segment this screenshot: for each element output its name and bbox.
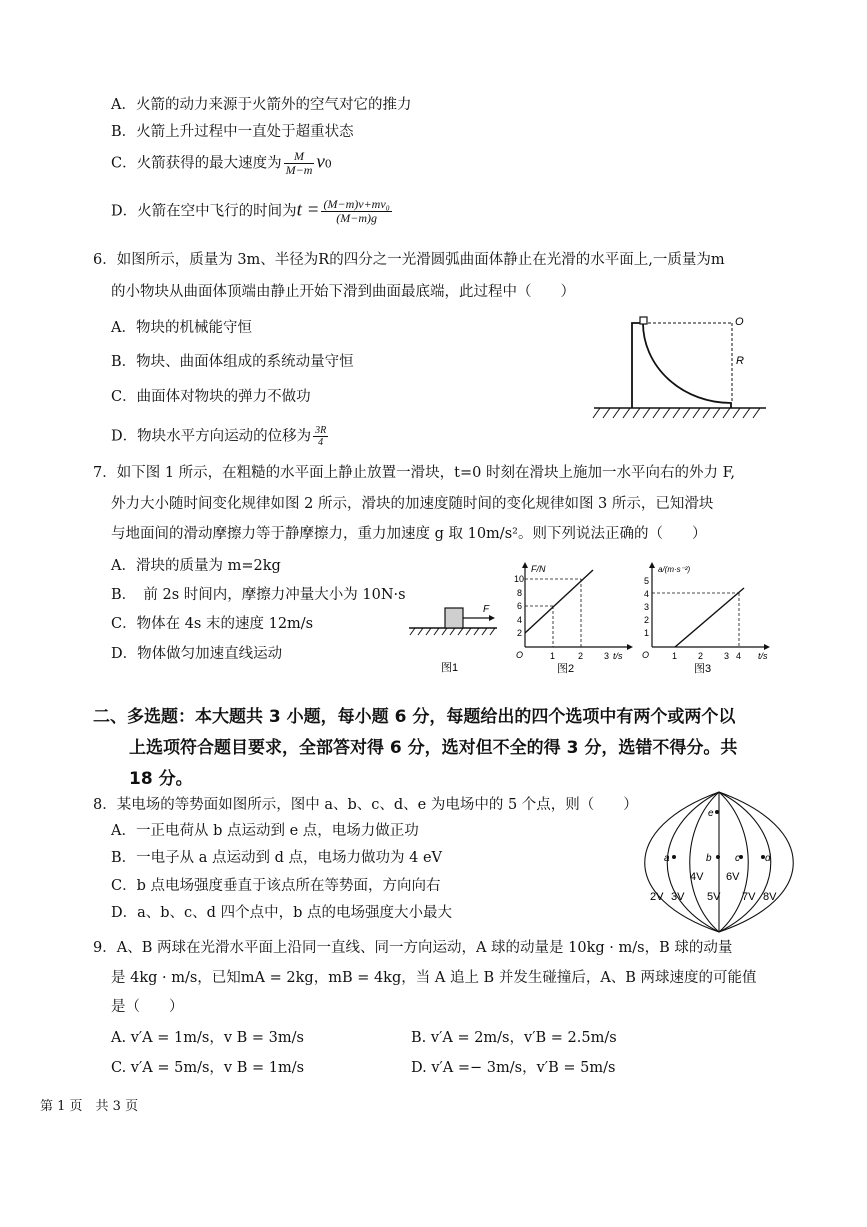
label-2v: 2V bbox=[650, 891, 664, 903]
q5-c-num: M bbox=[284, 150, 315, 164]
q9-stem-line2: 是 4kg · m/s，已知mA = 2kg，mB = 4kg，当 A 追上 B 并发生碰撞后，A、B 两球速度的可能值 bbox=[111, 970, 757, 986]
fig2-xtick: 2 bbox=[578, 651, 584, 661]
fig3-ytick: 5 bbox=[644, 576, 650, 586]
fig2-ytick: 10 bbox=[514, 574, 525, 584]
small-block bbox=[640, 317, 647, 324]
fig3-origin: O bbox=[642, 650, 650, 660]
q7-option-d: D．物体做匀加速直线运动 bbox=[111, 646, 283, 662]
q9-option-b: B. v′A = 2m/s，v′B = 2.5m/s bbox=[411, 1030, 617, 1046]
fig2-ytick: 4 bbox=[517, 615, 523, 625]
q6-option-b: B．物块、曲面体组成的系统动量守恒 bbox=[111, 354, 354, 370]
q8-option-a: A．一正电荷从 b 点运动到 e 点，电场力做正功 bbox=[111, 823, 419, 839]
q6-option-d-text: D．物块水平方向运动的位移为 bbox=[111, 428, 312, 445]
label-8v: 8V bbox=[763, 891, 777, 903]
fig3-xtick: 4 bbox=[736, 651, 742, 661]
fig3-xtick: 2 bbox=[698, 651, 704, 661]
fig3-ytick: 4 bbox=[644, 589, 650, 599]
q7-stem-line3: 与地面间的滑动摩擦力等于静摩擦力，重力加速度 g 取 10m/s²。则下列说法正确的（ ） bbox=[111, 526, 707, 542]
fig2-origin: O bbox=[516, 650, 524, 660]
q9-option-d: D. v′A =− 3m/s，v′B = 5m/s bbox=[411, 1060, 616, 1076]
q7-fig2 bbox=[505, 562, 635, 677]
q5-option-d-text: D．火箭在空中飞行的时间为 bbox=[111, 203, 297, 220]
fig3-ylabel: a/(m·s⁻²) bbox=[658, 565, 691, 574]
section2-line1: 二、多选题：本大题共 3 小题，每小题 6 分，每题给出的四个选项中有两个或两个以 bbox=[93, 707, 736, 727]
q5-option-c bbox=[111, 150, 332, 177]
fig3-line bbox=[675, 588, 744, 647]
equipotential-4v bbox=[690, 792, 719, 932]
fig3-xlabel: t/s bbox=[758, 651, 768, 661]
q6-stem-line1: 6．如图所示，质量为 3m、半径为R的四分之一光滑圆弧曲面体静止在光滑的水平面上,一质量为m bbox=[93, 252, 725, 268]
q5-c-v: v bbox=[316, 151, 325, 173]
point-a: a bbox=[664, 853, 670, 864]
fig2-xlabel: t/s bbox=[613, 651, 623, 661]
fig2-ytick: 2 bbox=[517, 628, 523, 638]
q8-stem: 8．某电场的等势面如图所示，图中 a、b、c、d、e 为电场中的 5 个点，则（ ） bbox=[93, 797, 638, 813]
q6-d-den: 4 bbox=[318, 437, 324, 448]
q7-fig1 bbox=[405, 595, 500, 675]
q6-option-d bbox=[111, 425, 330, 448]
fig3-ytick: 1 bbox=[644, 628, 650, 638]
label-F: F bbox=[483, 604, 490, 615]
q7-option-b: B． 前 2s 时间内，摩擦力冲量大小为 10N·s bbox=[111, 587, 406, 603]
fig3-caption: 图3 bbox=[694, 663, 712, 675]
point-d: d bbox=[765, 853, 771, 864]
label-O: O bbox=[735, 316, 744, 328]
fig2-caption: 图2 bbox=[557, 663, 575, 675]
q6-arc-figure bbox=[590, 312, 770, 422]
fig3-ytick: 3 bbox=[644, 602, 650, 612]
q8-equipotential-figure bbox=[640, 788, 798, 936]
q9-stem-line3: 是（ ） bbox=[111, 999, 184, 1015]
q9-option-a: A. v′A = 1m/s，v B = 3m/s bbox=[111, 1030, 304, 1046]
label-5v: 5V bbox=[707, 891, 721, 903]
page-footer: 第 1 页 共 3 页 bbox=[40, 1099, 139, 1114]
q5-d-t: t = bbox=[296, 199, 320, 221]
section2-line3: 18 分。 bbox=[129, 769, 193, 789]
q6-option-a: A．物块的机械能守恒 bbox=[111, 320, 252, 336]
fig3-ytick: 2 bbox=[644, 615, 650, 625]
fig2-ytick: 6 bbox=[517, 601, 523, 611]
section2-line2: 上选项符合题目要求，全部答对得 6 分，选对但不全的得 3 分，选错不得分。共 bbox=[129, 738, 738, 758]
slider-block bbox=[445, 608, 463, 628]
q8-option-c: C．b 点电场强度垂直于该点所在等势面，方向向右 bbox=[111, 878, 441, 894]
arc-body bbox=[632, 323, 731, 408]
q5-option-b: B．火箭上升过程中一直处于超重状态 bbox=[111, 124, 354, 140]
point-e: e bbox=[708, 808, 714, 819]
q5-d-den: (M−m)g bbox=[336, 211, 378, 225]
q7-option-a: A．滑块的质量为 m=2kg bbox=[111, 558, 281, 574]
q8-option-b: B．一电子从 a 点运动到 d 点，电场力做功为 4 eV bbox=[111, 850, 443, 866]
q6-option-c: C．曲面体对物块的弹力不做功 bbox=[111, 389, 311, 405]
fig1-caption: 图1 bbox=[441, 662, 459, 674]
q8-option-d: D．a、b、c、d 四个点中，b 点的电场强度大小最大 bbox=[111, 905, 452, 921]
q9-stem-line1: 9．A、B 两球在光滑水平面上沿同一直线、同一方向运动，A 球的动量是 10kg · m/s，B 球的动量 bbox=[93, 940, 733, 956]
label-R: R bbox=[736, 355, 744, 367]
q7-fig3 bbox=[640, 562, 780, 677]
label-7v: 7V bbox=[742, 891, 756, 903]
q7-stem-line2: 外力大小随时间变化规律如图 2 所示，滑块的加速度随时间的变化规律如图 3 所示，已知滑块 bbox=[111, 496, 714, 512]
point-b: b bbox=[706, 853, 712, 864]
q5-d-num: (M−m)v+mv₀ bbox=[323, 197, 390, 211]
equipotential-6v bbox=[719, 792, 748, 932]
ground-hatching bbox=[593, 408, 760, 418]
fig2-ylabel: F/N bbox=[531, 564, 546, 574]
fig3-xtick: 1 bbox=[672, 651, 678, 661]
fig2-xtick: 3 bbox=[604, 651, 610, 661]
label-4v: 4V bbox=[690, 871, 704, 883]
fig2-ytick: 8 bbox=[517, 588, 523, 598]
label-3v: 3V bbox=[671, 891, 685, 903]
q5-option-c-text: C．火箭获得的最大速度为 bbox=[111, 155, 282, 172]
q5-option-a: A．火箭的动力来源于火箭外的空气对它的推力 bbox=[111, 97, 412, 113]
equipotential-8v bbox=[719, 792, 793, 932]
q7-stem-line1: 7．如下图 1 所示，在粗糙的水平面上静止放置一滑块，t=0 时刻在滑块上施加一水平向右的外力 F, bbox=[93, 465, 735, 481]
q7-option-c: C．物体在 4s 末的速度 12m/s bbox=[111, 616, 314, 632]
label-6v: 6V bbox=[726, 871, 740, 883]
fig2-line bbox=[525, 570, 593, 633]
point-c: c bbox=[735, 853, 740, 864]
q9-option-c: C. v′A = 5m/s，v B = 1m/s bbox=[111, 1060, 305, 1076]
q6-d-num: 3R bbox=[315, 425, 327, 436]
q5-option-d bbox=[111, 198, 394, 225]
q5-d-fraction bbox=[321, 198, 391, 225]
q6-stem-line2: 的小物块从曲面体顶端由静止开始下滑到曲面最底端，此过程中（ ） bbox=[111, 284, 575, 300]
q5-c-sub: 0 bbox=[324, 157, 332, 171]
q5-c-fraction bbox=[284, 150, 315, 177]
fig2-xtick: 1 bbox=[550, 651, 556, 661]
q6-d-fraction bbox=[313, 425, 328, 448]
q5-c-den: M−m bbox=[285, 163, 313, 177]
fig3-xtick: 3 bbox=[724, 651, 730, 661]
